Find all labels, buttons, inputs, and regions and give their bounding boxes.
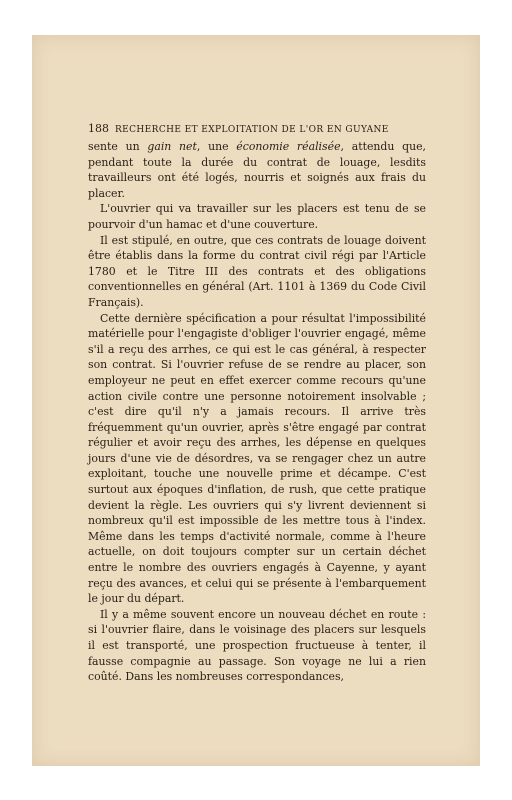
paragraph: Cette dernière spécification a pour résultat l'impossibilité matérielle pour l'engagiste d'obliger l'ouvrier engagé, même s'il a reçu des arrhes, ce qui est le cas général, à respecter son contrat. Si l'ouvrier refuse de se rendre au placer, son employeur ne peut en effet exercer comme recours qu'une action civile contre une personne notoirement insolvable ; c'est dire qu'il n'y a jamais recours. Il arrive très fréquemment qu'un ouvrier, après s'être engagé par contrat régulier et avoir reçu des arrhes, les dépense en quelques jours d'une vie de désordres, va se rengager chez un autre exploitant, touche une nouvelle prime et décampe. C'est surtout aux époques d'inflation, de rush, que cette pratique devient la règle. Les ouvriers qui s'y livrent deviennent si nombreux qu'il est impossible de les mettre tous à l'index. Même dans les temps d'activité normale, comme à l'heure actuelle, on doit toujours compter sur un certain déchet entre le nombre des ouvriers engagés à Cayenne, y ayant reçu des avances, et celui qui se présente à l'embarquement le jour du départ.	[88, 311, 426, 606]
paragraph-text: , attendu que, pendant toute la durée du contrat de louage, lesdits travailleurs ont été logés, nourris et soignés aux frais du placer.	[88, 140, 427, 200]
paragraph-text: , une	[196, 140, 237, 153]
page-number: 188	[88, 122, 109, 135]
paragraph: Il y a même souvent encore un nouveau déchet en route : si l'ouvrier flaire, dans le voisinage des placers sur lesquels il est transporté, une prospection fructueuse à tenter, il fausse compagnie au passage. Son voyage ne lui a rien coûté. Dans les nombreuses correspondances,	[88, 607, 426, 684]
paragraph: Il est stipulé, en outre, que ces contrats de louage doivent être établis dans la forme du contrat civil régi par l'Article 1780 et le Titre III des contrats et des obligations conventionnelles en général (Art. 1101 à 1369 du Code Civil Français).	[88, 233, 426, 309]
emphasis-text: économie réalisée	[236, 140, 341, 153]
page-text	[88, 121, 426, 685]
paragraph: L'ouvrier qui va travailler sur les placers est tenu de se pourvoir d'un hamac et d'une couverture.	[88, 202, 426, 231]
emphasis-text: gain net	[147, 140, 197, 153]
paragraph-continuation	[88, 139, 426, 201]
running-head-title: RECHERCHE ET EXPLOITATION DE L'OR EN GUYANE	[115, 125, 389, 135]
paragraph-text: sente un	[88, 140, 148, 153]
running-head	[88, 121, 426, 138]
